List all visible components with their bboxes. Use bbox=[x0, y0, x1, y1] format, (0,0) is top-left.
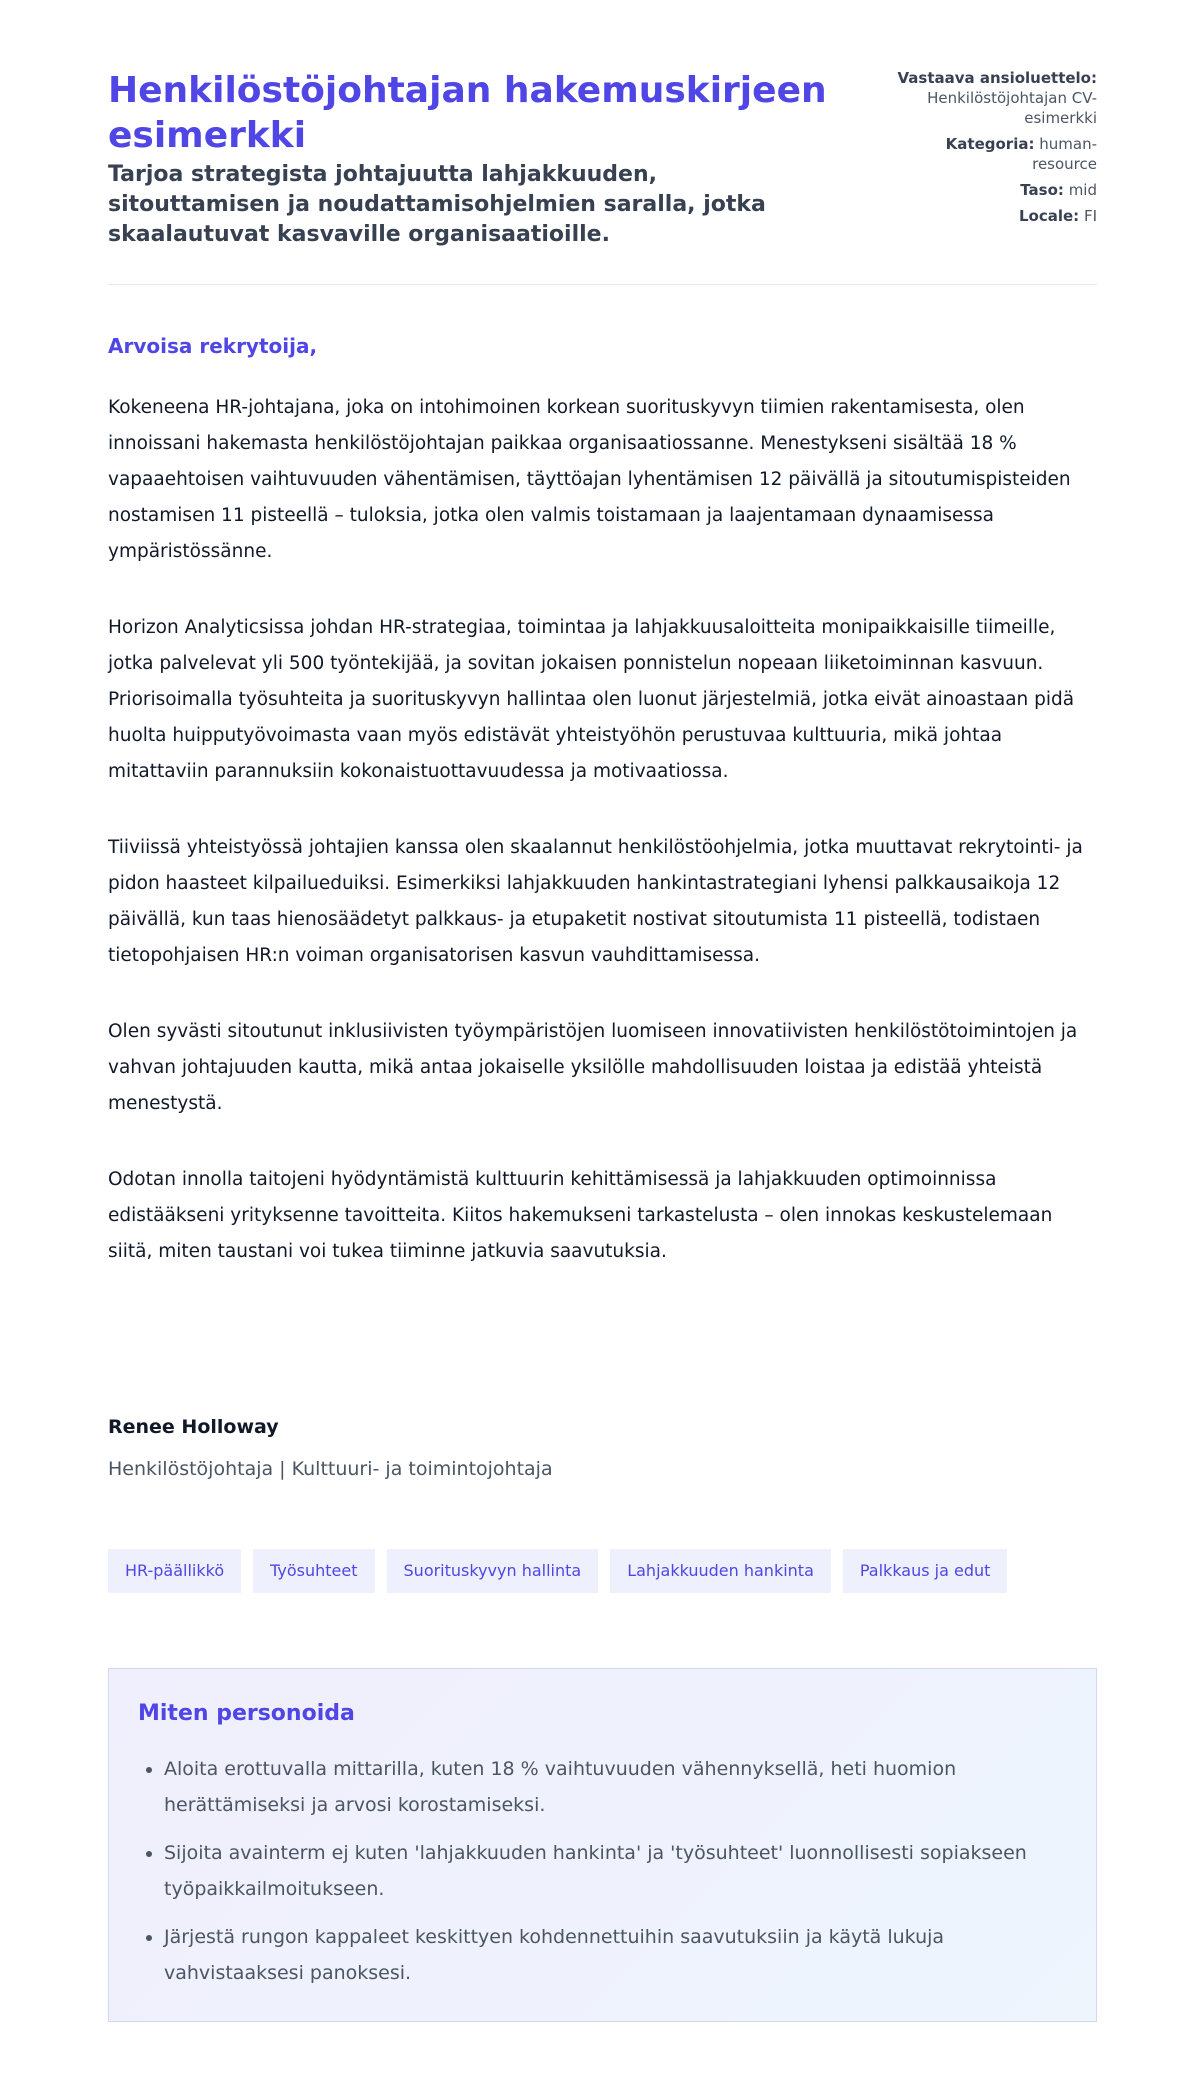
paragraph: Olen syvästi sitoutunut inklusiivisten työympäristöjen luomiseen innovatiivisten henkilöstötoimintojen ja vahvan johtajuuden kautta, mikä antaa jokaiselle yksilölle mahdollisuuden loistaa ja edistää yhteistä menestystä. bbox=[108, 1021, 1078, 1114]
tip-item: • Aloita erottuvalla mittarilla, kuten 18 % vaihtuvuuden vähennyksellä, heti huomion herättämiseksi ja arvosi korostamiseksi. bbox=[164, 1751, 1074, 1823]
signature-name: Renee Holloway bbox=[108, 1416, 279, 1438]
tips-list bbox=[138, 1751, 1074, 2003]
tag: Työsuhteet bbox=[253, 1549, 374, 1593]
meta-locale: Locale: FI bbox=[1018, 207, 1097, 225]
meta-level: Taso: mid bbox=[1020, 181, 1097, 199]
tip-item: • Sijoita avainterm ej kuten 'lahjakkuuden hankinta' ja 'työsuhteet' luonnollisesti sopiakseen työpaikkailmoitukseen. bbox=[164, 1835, 1074, 1907]
page-title: Henkilöstöjohtajan hakemuskirjeen esimerkki bbox=[108, 70, 827, 156]
paragraph: Odotan innolla taitojeni hyödyntämistä kulttuurin kehittämisessä ja lahjakkuuden optimoinnissa edistääkseni yrityksenne tavoitteita. Kiitos hakemukseni tarkastelusta – olen innokas keskustelemaan siitä, miten taustani voi tukea tiiminne jatkuvia saavutuksia. bbox=[108, 1169, 1053, 1262]
tag: HR-päällikkö bbox=[108, 1549, 241, 1593]
meta-panel bbox=[887, 68, 1097, 250]
tag: Lahjakkuuden hankinta bbox=[610, 1549, 831, 1593]
tips-title: Miten personoida bbox=[138, 1701, 355, 1726]
tip-item: • Järjestä rungon kappaleet keskittyen kohdennettuihin saavutuksiin ja käytä lukuja vahvistaaksesi panoksesi. bbox=[164, 1919, 1074, 1991]
tag-list bbox=[108, 1549, 1007, 1593]
meta-category: Kategoria: human-resource bbox=[945, 135, 1097, 173]
header bbox=[108, 0, 1097, 250]
letter-body bbox=[108, 390, 1097, 1310]
tag: Suorituskyvyn hallinta bbox=[387, 1549, 599, 1593]
divider bbox=[108, 284, 1097, 285]
greeting: Arvoisa rekrytoija, bbox=[108, 334, 318, 358]
paragraph: Tiiviissä yhteistyössä johtajien kanssa olen skaalannut henkilöstöohjelmia, jotka muuttavat rekrytointi- ja pidon haasteet kilpailueduiksi. Esimerkiksi lahjakkuuden hankintastrategiani lyhensi palkkausaikoja 12 päivällä, kun taas hienosäädetyt palkkaus- ja etupaketit nostivat sitoutumista 11 pisteellä, todistaen tietopohjaisen HR:n voiman organisatorisen kasvun vauhdittamisessa. bbox=[108, 837, 1083, 966]
signature-title: Henkilöstöjohtaja | Kulttuuri- ja toimintojohtaja bbox=[108, 1458, 553, 1480]
cover-letter-page bbox=[108, 0, 1097, 1984]
paragraph: Horizon Analyticsissa johdan HR-strategiaa, toimintaa ja lahjakkuusaloitteita monipaikkaisille tiimeille, jotka palvelevat yli 500 työntekijää, ja sovitan jokaisen ponnistelun nopeaan liiketoiminnan kasvuun. Priorisoimalla työsuhteita ja suorituskyvyn hallintaa olen luonut järjestelmiä, jotka eivät ainoastaan pidä huolta huipputyövoimasta vaan myös edistävät yhteistyöhön perustuvaa kulttuuria, mikä johtaa mitattaviin parannuksiin kokonaistuottavuudessa ja motivaatiossa. bbox=[108, 617, 1075, 782]
page-subtitle: Tarjoa strategista johtajuutta lahjakkuuden, sitouttamisen ja noudattamisohjelmien saralla, jotka skaalautuvat kasvaville organisaatioille. bbox=[108, 162, 766, 247]
meta-resume: Vastaava ansioluettelo: Henkilöstöjohtajan CV-esimerkki bbox=[897, 69, 1097, 127]
tag: Palkkaus ja edut bbox=[843, 1549, 1008, 1593]
paragraph: Kokeneena HR-johtajana, joka on intohimoinen korkean suorituskyvyn tiimien rakentamisesta, olen innoissani hakemasta henkilöstöjohtajan paikkaa organisaatiossanne. Menestykseni sisältää 18 % vapaaehtoisen vaihtuvuuden vähentämisen, täyttöajan lyhentämisen 12 päivällä ja sitoutumispisteiden nostamisen 11 pisteellä – tuloksia, jotka olen valmis toistamaan ja laajentamaan dynaamisessa ympäristössänne. bbox=[108, 397, 1071, 562]
personalize-tips-box bbox=[108, 1668, 1097, 2022]
